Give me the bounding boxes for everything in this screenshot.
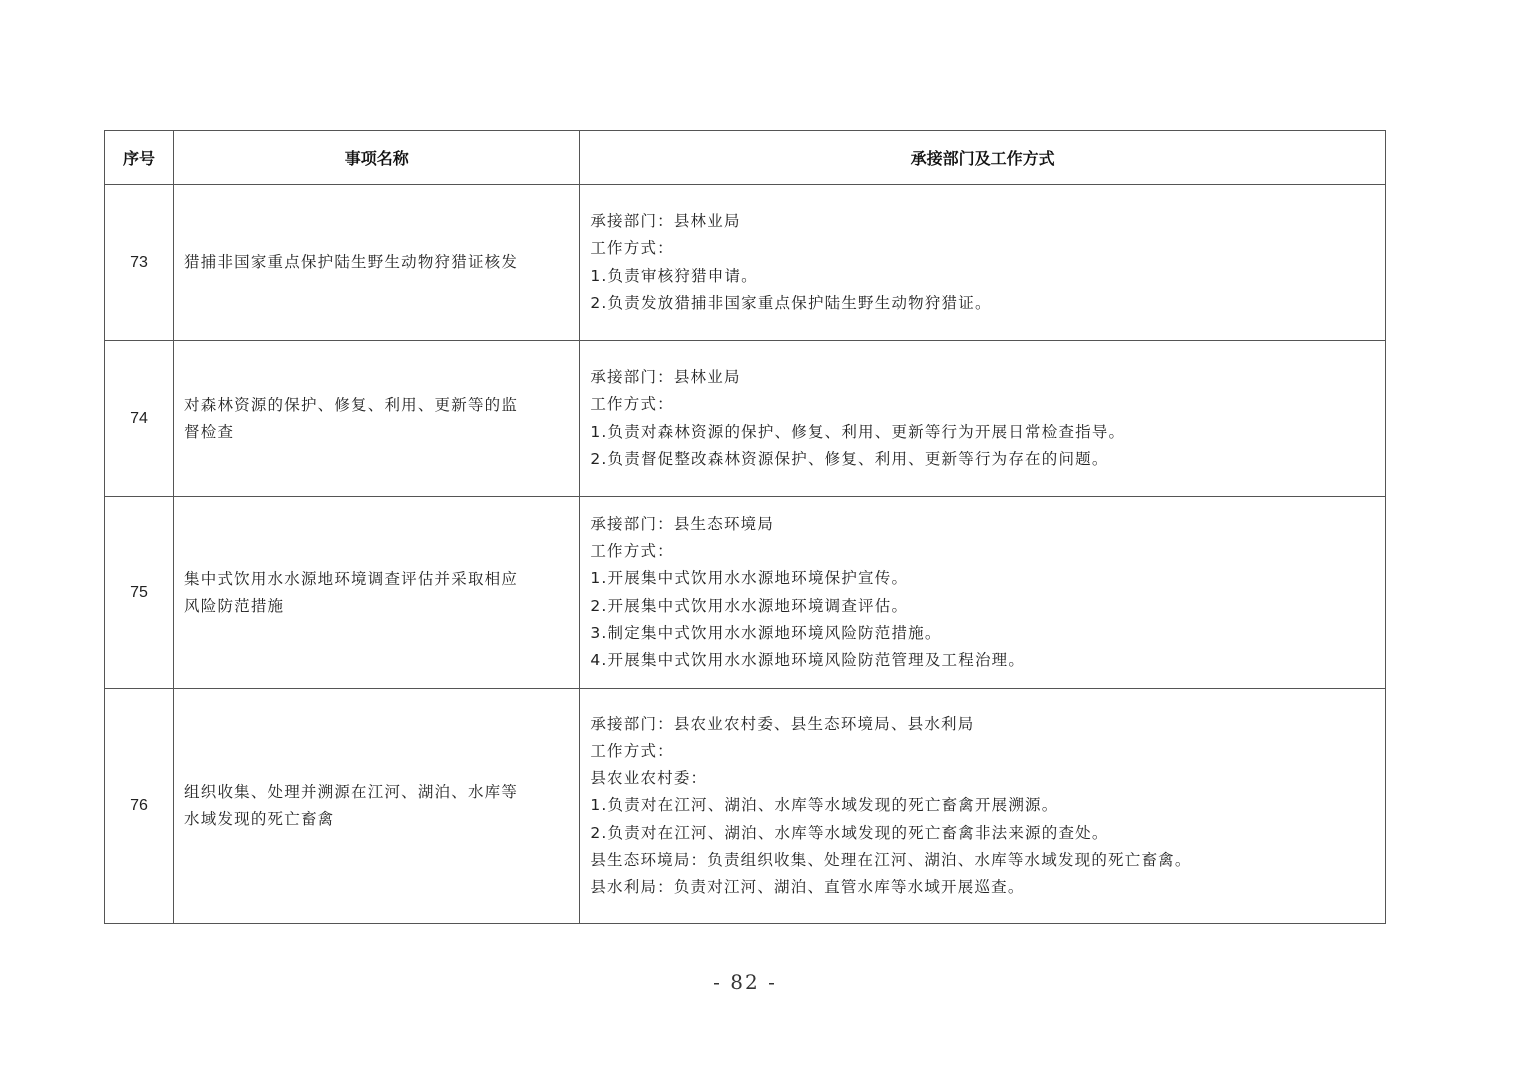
item-name-line: 组织收集、处理并溯源在江河、湖泊、水库等 — [184, 783, 519, 801]
method-item-line: 1.负责审核狩猎申请。 — [590, 266, 758, 285]
item-name-line: 水域发现的死亡畜禽 — [184, 810, 335, 828]
department-method-cell — [580, 341, 1386, 497]
item-name-cell — [174, 689, 580, 924]
method-item-line: 2.负责督促整改森林资源保护、修复、利用、更新等行为存在的问题。 — [590, 449, 1109, 468]
page-number: - 82 - — [713, 970, 777, 994]
header-department-and-method: 承接部门及工作方式 — [580, 131, 1386, 185]
item-name-cell — [174, 341, 580, 497]
method-subhead-line: 县农业农村委： — [590, 769, 708, 788]
department-method-cell — [580, 689, 1386, 924]
method-label-line: 工作方式： — [590, 395, 674, 414]
serial-number-cell: 73 — [105, 185, 174, 341]
item-name-line: 猎捕非国家重点保护陆生野生动物狩猎证核发 — [184, 253, 519, 271]
item-name-cell — [174, 497, 580, 689]
item-name-line: 督检查 — [184, 422, 235, 441]
method-label-line: 工作方式： — [590, 239, 674, 258]
department-method-cell — [580, 497, 1386, 689]
table-row — [105, 689, 1386, 924]
item-name-line: 集中式饮用水水源地环境调查评估并采取相应 — [184, 569, 519, 588]
item-name-line: 对森林资源的保护、修复、利用、更新等的监 — [184, 395, 519, 414]
method-label-line: 工作方式： — [590, 542, 674, 561]
header-serial-number: 序号 — [105, 131, 174, 185]
method-item-line: 2.负责发放猎捕非国家重点保护陆生野生动物狩猎证。 — [590, 293, 992, 312]
table-row — [105, 497, 1386, 689]
item-name-line: 风险防范措施 — [184, 596, 285, 615]
matters-table — [104, 130, 1386, 924]
serial-number-cell: 75 — [105, 497, 174, 689]
method-item-line: 1.开展集中式饮用水水源地环境保护宣传。 — [590, 569, 909, 588]
method-item-line: 4.开展集中式饮用水水源地环境风险防范管理及工程治理。 — [590, 650, 1026, 669]
method-item-line: 2.开展集中式饮用水水源地环境调查评估。 — [590, 596, 909, 615]
department-method-cell — [580, 185, 1386, 341]
table-row — [105, 341, 1386, 497]
method-label-line: 工作方式： — [590, 741, 674, 760]
department-line: 承接部门：县林业局 — [590, 368, 741, 387]
table-row — [105, 185, 1386, 341]
serial-number-cell: 74 — [105, 341, 174, 497]
method-item-line: 1.负责对森林资源的保护、修复、利用、更新等行为开展日常检查指导。 — [590, 422, 1126, 441]
department-line: 承接部门：县林业局 — [590, 212, 741, 231]
method-item-line: 2.负责对在江河、湖泊、水库等水域发现的死亡畜禽非法来源的查处。 — [590, 823, 1109, 842]
department-line: 承接部门：县生态环境局 — [590, 514, 775, 533]
method-item-line: 县水利局：负责对江河、湖泊、直管水库等水域开展巡查。 — [590, 878, 1025, 896]
table-header-row — [105, 131, 1386, 185]
method-item-line: 3.制定集中式饮用水水源地环境风险防范措施。 — [590, 623, 942, 642]
header-item-name: 事项名称 — [174, 131, 580, 185]
serial-number-cell: 76 — [105, 689, 174, 924]
method-item-line: 县生态环境局：负责组织收集、处理在江河、湖泊、水库等水域发现的死亡畜禽。 — [590, 850, 1192, 869]
method-item-line: 1.负责对在江河、湖泊、水库等水域发现的死亡畜禽开展溯源。 — [590, 796, 1059, 815]
department-line: 承接部门：县农业农村委、县生态环境局、县水利局 — [590, 714, 975, 733]
item-name-cell — [174, 185, 580, 341]
